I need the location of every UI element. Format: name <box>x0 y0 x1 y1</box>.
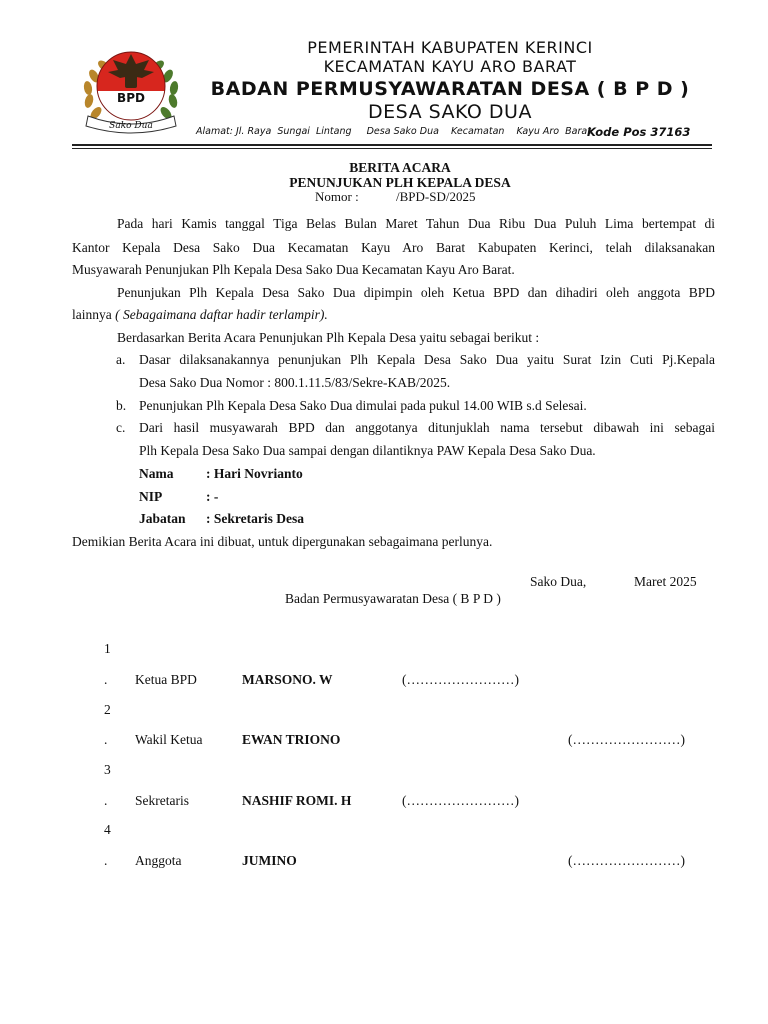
paragraph-1-line-2: Kantor Kepala Desa Sako Dua Kecamatan Kayu Aro Barat Kabupaten Kerinci, telah dilaksanakan <box>72 240 715 255</box>
signature-line: (……………………) <box>568 853 685 868</box>
signer-role: Ketua BPD <box>135 672 197 687</box>
paragraph-2-text: lainnya <box>72 307 112 322</box>
signature-line: (……………………) <box>402 672 519 687</box>
signer-name: MARSONO. W <box>242 672 333 687</box>
doc-title: BERITA ACARA <box>349 160 451 175</box>
signer-number-dot: . <box>104 672 108 687</box>
signer-number: 4 <box>104 822 111 837</box>
header-line-government: PEMERINTAH KABUPATEN KERINCI <box>307 38 593 57</box>
nama-value: : Hari Novrianto <box>206 466 303 481</box>
header-line-village: DESA SAKO DUA <box>368 101 532 123</box>
header-line-district: KECAMATAN KAYU ARO BARAT <box>323 57 577 76</box>
list-item-a-line-1: Dasar dilaksanakannya penunjukan Plh Kepala Desa Sako Dua yaitu Surat Izin Cuti Pj.Kepala <box>139 352 715 367</box>
signer-role: Sekretaris <box>135 793 189 808</box>
signer-role: Wakil Ketua <box>135 732 203 747</box>
signer-number-dot: . <box>104 793 108 808</box>
header-address: Alamat: Jl. Raya Sungai Lintang Desa Sako Dua Kecamatan Kayu Aro Barat <box>196 126 591 137</box>
signature-line: (……………………) <box>402 793 519 808</box>
jabatan-value: : Sekretaris Desa <box>206 511 304 526</box>
header-line-institution: BADAN PERMUSYAWARATAN DESA ( B P D ) <box>210 78 690 100</box>
paragraph-1-line-1: Pada hari Kamis tanggal Tiga Belas Bulan Maret Tahun Dua Ribu Dua Puluh Lima bertempat di <box>117 216 715 231</box>
doc-subtitle: PENUNJUKAN PLH KEPALA DESA <box>289 175 511 190</box>
signer-number: 3 <box>104 762 111 777</box>
signer-name: NASHIF ROMI. H <box>242 793 352 808</box>
signature-line: (……………………) <box>568 732 685 747</box>
letterhead-divider-thin <box>72 148 712 149</box>
nip-label: NIP <box>139 489 163 504</box>
signer-number: 2 <box>104 702 111 717</box>
list-item-b: Penunjukan Plh Kepala Desa Sako Dua dimulai pada pukul 14.00 WIB s.d Selesai. <box>139 398 587 413</box>
signer-name: JUMINO <box>242 853 297 868</box>
signer-number: 1 <box>104 641 111 656</box>
list-label-a: a. <box>116 352 126 367</box>
header-postal-code: Kode Pos 37163 <box>587 125 691 139</box>
list-label-c: c. <box>116 420 126 435</box>
paragraph-2-line-1: Penunjukan Plh Kepala Desa Sako Dua dipimpin oleh Ketua BPD dan dihadiri oleh anggota BPD <box>117 285 715 300</box>
paragraph-2-line-2 <box>72 307 715 323</box>
signer-number-dot: . <box>104 853 108 868</box>
list-item-c-line-2: Plh Kepala Desa Sako Dua sampai dengan dilantiknya PAW Kepala Desa Sako Dua. <box>139 443 596 458</box>
nip-value: : - <box>206 489 219 504</box>
paragraph-3: Berdasarkan Berita Acara Penunjukan Plh Kepala Desa yaitu sebagai berikut : <box>117 330 540 345</box>
paragraph-1-line-3: Musyawarah Penunjukan Plh Kepala Desa Sako Dua Kecamatan Kayu Aro Barat. <box>72 262 515 277</box>
signature-place: Sako Dua, <box>530 574 587 589</box>
svg-text:Sako Dua: Sako Dua <box>109 121 153 131</box>
signer-number-dot: . <box>104 732 108 747</box>
letterhead-divider <box>72 144 712 146</box>
nomor-label: Nomor : <box>315 189 359 204</box>
list-item-a-line-2: Desa Sako Dua Nomor : 800.1.11.5/83/Sekre-KAB/2025. <box>139 375 451 390</box>
signer-role: Anggota <box>135 853 182 868</box>
nama-label: Nama <box>139 466 174 481</box>
list-label-b: b. <box>116 398 127 413</box>
paragraph-2-note: ( Sebagaimana daftar hadir terlampir). <box>115 307 328 322</box>
signature-organization: Badan Permusyawaratan Desa ( B P D ) <box>285 591 501 606</box>
nomor-value: /BPD-SD/2025 <box>396 189 476 204</box>
logo-lettering: BPD <box>117 91 145 105</box>
bpd-logo <box>68 36 194 136</box>
list-item-c-line-1: Dari hasil musyawarah BPD dan anggotanya ditunjuklah nama tersebut dibawah ini sebagai <box>139 420 715 435</box>
jabatan-label: Jabatan <box>139 511 186 526</box>
signature-date: Maret 2025 <box>634 574 697 589</box>
signer-name: EWAN TRIONO <box>242 732 341 747</box>
closing-statement: Demikian Berita Acara ini dibuat, untuk dipergunakan sebagaimana perlunya. <box>72 534 493 549</box>
